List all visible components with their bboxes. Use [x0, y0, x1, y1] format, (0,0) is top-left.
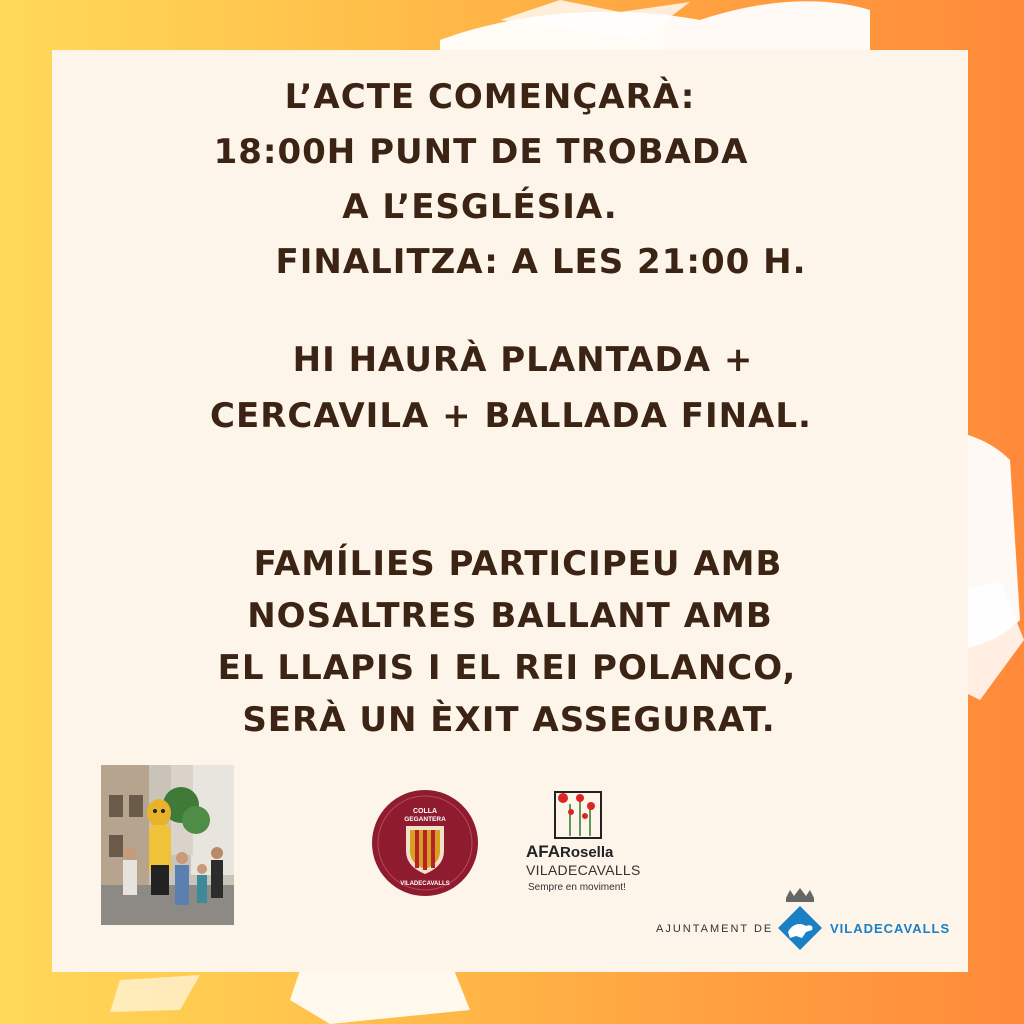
svg-text:GEGANTERA: GEGANTERA — [404, 816, 446, 823]
colla-gegantera-logo — [371, 789, 479, 897]
invite-line: NOSALTRES BALLANT AMB — [247, 596, 773, 636]
afa-town: VILADECAVALLS — [526, 862, 641, 878]
svg-text:VILADECAVALLS: VILADECAVALLS — [400, 881, 450, 887]
program-text — [52, 332, 968, 444]
poppy-icon — [518, 790, 638, 842]
program-line: HI HAURÀ PLANTADA + — [292, 340, 754, 380]
schedule-line: L’ACTE COMENÇARÀ: — [284, 77, 696, 117]
giants-street-photo — [101, 765, 234, 925]
schedule-line: FINALITZA: A LES 21:00 H. — [275, 242, 807, 282]
program-line: CERCAVILA + BALLADA FINAL. — [210, 396, 812, 436]
invite-line: SERÀ UN ÈXIT ASSEGURAT. — [242, 700, 776, 740]
invite-line: EL LLAPIS I EL REI POLANCO, — [217, 648, 797, 688]
afa-rosella-logo — [518, 790, 641, 900]
afa-tagline: Sempre en moviment! — [528, 882, 626, 893]
ajuntament-name: VILADECAVALLS — [830, 921, 951, 936]
ajuntament-prefix: AJUNTAMENT DE — [656, 923, 774, 935]
schedule-line: 18:00H PUNT DE TROBADA — [213, 132, 749, 172]
ajuntament-logo — [650, 880, 950, 956]
invite-line: FAMÍLIES PARTICIPEU AMB — [253, 544, 783, 584]
afa-name: AFARosella — [526, 842, 614, 861]
schedule-text — [52, 70, 968, 290]
svg-text:COLLA: COLLA — [412, 808, 438, 815]
invite-text — [52, 538, 968, 746]
town-crest-icon — [650, 880, 950, 956]
schedule-line: A L’ESGLÉSIA. — [342, 187, 618, 227]
